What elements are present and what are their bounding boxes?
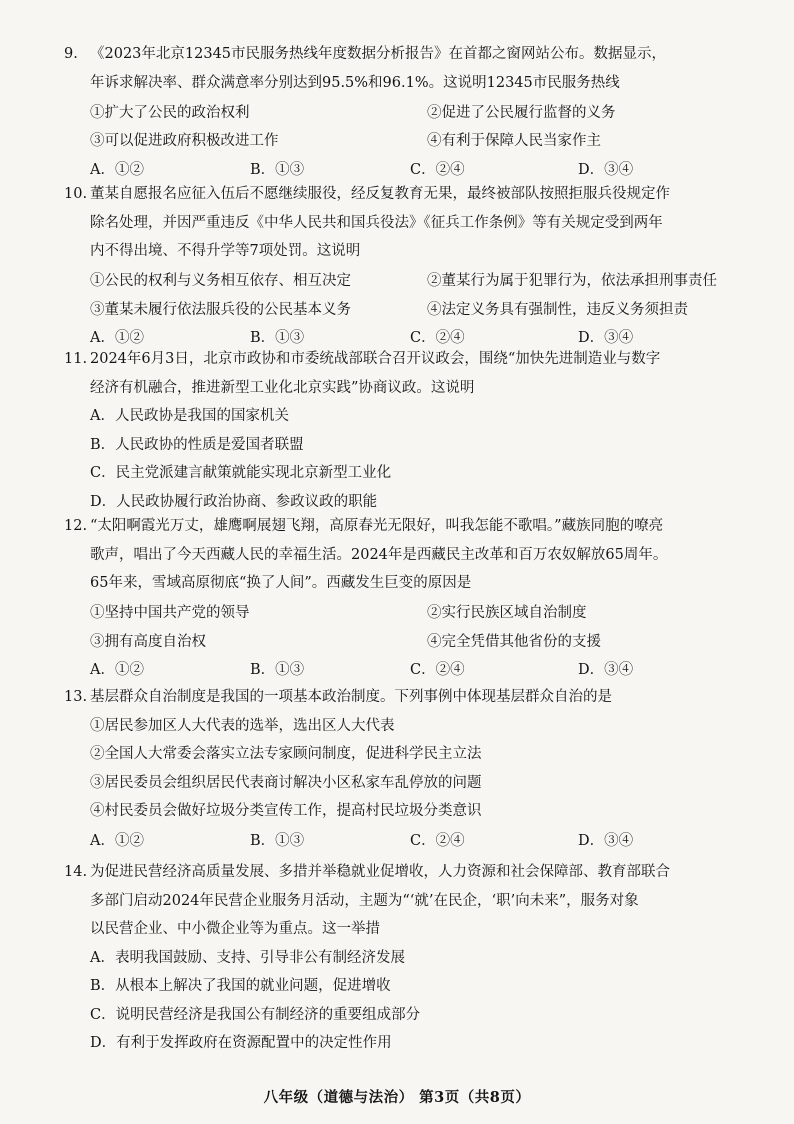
statement-item: ②促进了公民履行监督的义务 <box>427 104 616 121</box>
option-b: B．①③ <box>250 161 305 178</box>
statement-item: ②董某行为属于犯罪行为，依法承担刑事责任 <box>427 273 717 290</box>
statement-list <box>90 266 764 323</box>
answer-options <box>90 655 764 684</box>
question-stem: 9. 《2023年北京12345市民服务热线年度数据分析报告》在首都之窗网站公布。数据显示， <box>64 40 764 69</box>
option-c: C．②④ <box>410 330 465 347</box>
option-a: A．①② <box>90 161 144 178</box>
question-stem: 12. “太阳啊霞光万丈，雄鹰啊展翅飞翔，高原春光无限好，叫我怎能不歌唱。”藏族同胞的嘹亮 <box>64 512 764 541</box>
statement-item: ①坚持中国共产党的领导 <box>90 605 250 622</box>
question-14 <box>64 858 764 1058</box>
question-stem-line: 除名处理，并因严重违反《中华人民共和国兵役法》《征兵工作条例》等有关规定受到两年 <box>90 214 663 231</box>
question-stem-line: 65年来，雪域高原彻底“换了人间”。西藏发生巨变的原因是 <box>90 575 472 591</box>
question-stem-line: 年诉求解决率、群众满意率分别达到95.5%和96.1%。这说明12345市民服务热线 <box>90 74 620 91</box>
statement-item: ②全国人大常委会落实立法专家顾问制度，促进科学民主立法 <box>90 746 482 762</box>
question-stem-line: 以民营企业、中小微企业等为重点。这一举措 <box>90 921 380 937</box>
question-stem: 11. 2024年6月3日，北京市政协和市委统战部联合召开议政会，围绕“加快先进制造业与数字 <box>64 345 764 374</box>
statement-item: ④法定义务具有强制性，违反义务须担责 <box>427 301 688 318</box>
statement-item: ④完全凭借其他省份的支援 <box>427 633 601 650</box>
question-number: 9. <box>64 46 78 62</box>
question-stem-line: 内不得出境、不得升学等7项处罚。这说明 <box>90 243 361 259</box>
statement-item: ③拥有高度自治权 <box>90 633 206 650</box>
question-12 <box>64 512 764 683</box>
answer-options <box>90 154 764 183</box>
question-number: 14. <box>64 864 88 880</box>
option-c: C．②④ <box>410 833 465 850</box>
question-9 <box>64 40 764 183</box>
question-10 <box>64 180 764 351</box>
question-stem: 10. 董某自愿报名应征入伍后不愿继续服役，经反复教育无果，最终被部队按照拒服兵役规定作 <box>64 180 764 209</box>
option-a: A．人民政协是我国的国家机关 <box>90 408 289 424</box>
option-a: A．①② <box>90 330 144 347</box>
option-c: C．②④ <box>410 662 465 679</box>
question-stem-line: 多部门启动2024年民营企业服务月活动，主题为“‘就’在民企，‘职’向未来”，服务对象 <box>90 892 639 909</box>
statement-list <box>90 97 764 154</box>
statement-item: ④有利于保障人民当家作主 <box>427 133 601 150</box>
statement-item: ①居民参加区人大代表的选举，选出区人大代表 <box>90 717 395 734</box>
option-d: D．③④ <box>578 330 634 347</box>
option-d: D．有利于发挥政府在资源配置中的决定性作用 <box>90 1035 392 1051</box>
question-stem-line: 经济有机融合，推进新型工业化北京实践”协商议政。这说明 <box>90 379 475 396</box>
option-a: A．①② <box>90 662 144 679</box>
question-number: 13. <box>64 689 88 705</box>
statement-item: ④村民委员会做好垃圾分类宣传工作，提高村民垃圾分类意识 <box>90 803 482 819</box>
statement-item: ③可以促进政府积极改进工作 <box>90 133 279 150</box>
option-d: D．③④ <box>578 833 634 850</box>
question-13 <box>64 683 764 854</box>
question-11 <box>64 345 764 516</box>
option-b: B．从根本上解决了我国的就业问题，促进增收 <box>90 978 391 994</box>
option-c: C．②④ <box>410 161 465 178</box>
option-c: C．说明民营经济是我国公有制经济的重要组成部分 <box>90 1006 421 1023</box>
option-d: D．③④ <box>578 161 634 178</box>
question-stem: 13. 基层群众自治制度是我国的一项基本政治制度。下列事例中体现基层群众自治的是 <box>64 683 764 712</box>
question-stem-line: 歌声，唱出了今天西藏人民的幸福生活。2024年是西藏民主改革和百万农奴解放65周年。 <box>90 546 668 563</box>
question-number: 10. <box>64 186 88 202</box>
answer-options <box>90 826 764 855</box>
statement-item: ①公民的权利与义务相互依存、相互决定 <box>90 273 351 290</box>
statement-list <box>90 598 764 655</box>
statement-item: ②实行民族区域自治制度 <box>427 605 587 622</box>
statement-item: ①扩大了公民的政治权利 <box>90 104 250 121</box>
question-number: 12. <box>64 518 88 534</box>
option-b: B．①③ <box>250 833 305 850</box>
statement-item: ③董某未履行依法服兵役的公民基本义务 <box>90 301 351 318</box>
option-a: A．①② <box>90 833 144 850</box>
option-b: B．人民政协的性质是爱国者联盟 <box>90 436 304 453</box>
option-c: C．民主党派建言献策就能实现北京新型工业化 <box>90 465 392 481</box>
page-footer: 八年级（道德与法治） 第3页（共8页） <box>263 1089 531 1106</box>
option-b: B．①③ <box>250 330 305 347</box>
question-stem: 14. 为促进民营经济高质量发展、多措并举稳就业促增收，人力资源和社会保障部、教育部联合 <box>64 858 764 887</box>
option-d: D．人民政协履行政治协商、参政议政的职能 <box>90 493 378 510</box>
option-b: B．①③ <box>250 662 305 679</box>
statement-item: ③居民委员会组织居民代表商讨解决小区私家车乱停放的问题 <box>90 774 482 791</box>
question-number: 11. <box>64 351 88 367</box>
option-d: D．③④ <box>578 662 634 679</box>
option-a: A．表明我国鼓励、支持、引导非公有制经济发展 <box>90 949 405 966</box>
